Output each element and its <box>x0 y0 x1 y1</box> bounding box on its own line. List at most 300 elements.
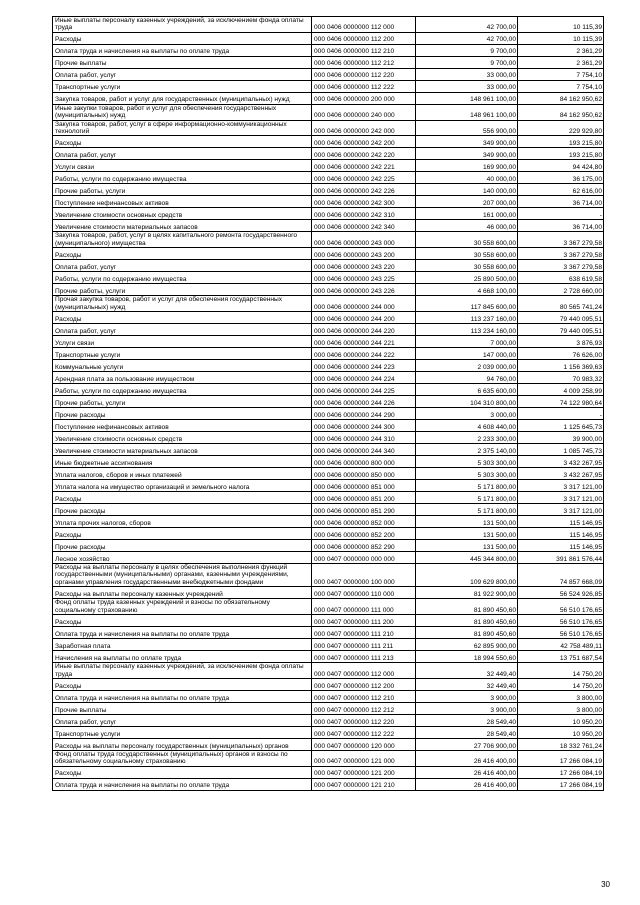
row-plan-cell: 4 668 100,00 <box>416 284 518 296</box>
row-plan-cell: 81 890 450,60 <box>416 615 518 627</box>
row-plan-cell: 28 549,40 <box>416 726 518 738</box>
row-plan-cell: 32 449,40 <box>416 663 518 679</box>
row-name-cell: Оплата работ, услуг <box>53 260 312 272</box>
table-row <box>53 540 604 552</box>
row-fact-cell: 56 524 926,85 <box>518 587 604 599</box>
table-row <box>53 272 604 284</box>
row-code-cell: 000 0406 0000000 244 224 <box>312 372 416 384</box>
row-fact-cell: 84 162 950,62 <box>518 92 604 104</box>
row-name-cell: Расходы <box>53 766 312 778</box>
row-name-cell: Расходы <box>53 136 312 148</box>
row-fact-cell: 36 175,00 <box>518 172 604 184</box>
row-code-cell: 000 0406 0000000 242 225 <box>312 172 416 184</box>
row-name-cell: Уплата прочих налогов, сборов <box>53 516 312 528</box>
row-fact-cell: 115 146,95 <box>518 528 604 540</box>
row-fact-cell: 4 009 258,99 <box>518 384 604 396</box>
row-fact-cell: 3 800,00 <box>518 702 604 714</box>
row-plan-cell: 5 303 300,00 <box>416 468 518 480</box>
row-plan-cell: 30 558 600,00 <box>416 232 518 248</box>
row-fact-cell: 74 857 668,09 <box>518 564 604 587</box>
row-plan-cell: 148 961 100,00 <box>416 104 518 120</box>
row-plan-cell: 445 344 800,00 <box>416 552 518 564</box>
row-plan-cell: 5 303 300,00 <box>416 456 518 468</box>
row-fact-cell: 391 861 576,44 <box>518 552 604 564</box>
row-fact-cell: 3 432 267,95 <box>518 468 604 480</box>
table-row <box>53 372 604 384</box>
row-name-cell: Расходы на выплаты персоналу в целях обеспечения выполнения функций государственными (муниципальными) органами, казенными учреждениями, органами управления государственными внебюджетными фондами <box>53 564 312 587</box>
row-code-cell: 000 0407 0000000 112 200 <box>312 678 416 690</box>
row-fact-cell: 3 876,93 <box>518 336 604 348</box>
row-plan-cell: 7 000,00 <box>416 336 518 348</box>
table-row <box>53 260 604 272</box>
row-plan-cell: 104 310 800,00 <box>416 396 518 408</box>
row-fact-cell: 62 616,00 <box>518 184 604 196</box>
row-code-cell: 000 0406 0000000 244 225 <box>312 384 416 396</box>
row-fact-cell: 2 728 660,00 <box>518 284 604 296</box>
row-name-cell: Увеличение стоимости материальных запасов <box>53 444 312 456</box>
row-fact-cell: 42 758 489,11 <box>518 639 604 651</box>
table-row <box>53 492 604 504</box>
row-name-cell: Расходы <box>53 678 312 690</box>
row-name-cell: Фонд оплаты труда казенных учреждений и взносы по обязательному социальному страхованию <box>53 599 312 615</box>
row-code-cell: 000 0407 0000000 100 000 <box>312 564 416 587</box>
row-plan-cell: 81 890 450,60 <box>416 627 518 639</box>
row-plan-cell: 3 900,00 <box>416 690 518 702</box>
table-row <box>53 104 604 120</box>
row-fact-cell: 39 900,00 <box>518 432 604 444</box>
table-row <box>53 615 604 627</box>
row-fact-cell: 10 950,20 <box>518 714 604 726</box>
table-row <box>53 528 604 540</box>
table-row <box>53 32 604 44</box>
row-code-cell: 000 0407 0000000 111 200 <box>312 615 416 627</box>
row-plan-cell: 33 000,00 <box>416 80 518 92</box>
row-fact-cell: 3 317 121,00 <box>518 504 604 516</box>
row-fact-cell: 79 440 095,51 <box>518 312 604 324</box>
row-code-cell: 000 0406 0000000 852 000 <box>312 516 416 528</box>
table-row <box>53 208 604 220</box>
row-plan-cell: 5 171 800,00 <box>416 480 518 492</box>
row-name-cell: Арендная плата за пользование имуществом <box>53 372 312 384</box>
row-code-cell: 000 0406 0000000 243 200 <box>312 248 416 260</box>
row-fact-cell: 7 754,10 <box>518 80 604 92</box>
row-code-cell: 000 0406 0000000 244 223 <box>312 360 416 372</box>
row-plan-cell: 6 635 600,00 <box>416 384 518 396</box>
row-plan-cell: 5 171 800,00 <box>416 492 518 504</box>
row-name-cell: Коммунальные услуги <box>53 360 312 372</box>
table-row <box>53 766 604 778</box>
row-code-cell: 000 0407 0000000 110 000 <box>312 587 416 599</box>
row-name-cell: Заработная плата <box>53 639 312 651</box>
row-fact-cell: 3 367 279,58 <box>518 232 604 248</box>
row-code-cell: 000 0406 0000000 243 000 <box>312 232 416 248</box>
row-code-cell: 000 0406 0000000 244 221 <box>312 336 416 348</box>
budget-table <box>52 16 604 791</box>
row-name-cell: Работы, услуги по содержанию имущества <box>53 172 312 184</box>
row-plan-cell: 42 700,00 <box>416 17 518 33</box>
row-plan-cell: 62 895 900,00 <box>416 639 518 651</box>
row-code-cell: 000 0407 0000000 121 000 <box>312 750 416 766</box>
row-fact-cell: 2 361,29 <box>518 56 604 68</box>
row-plan-cell: 148 961 100,00 <box>416 92 518 104</box>
row-plan-cell: 147 000,00 <box>416 348 518 360</box>
row-code-cell: 000 0406 0000000 200 000 <box>312 92 416 104</box>
row-plan-cell: 18 994 550,60 <box>416 651 518 663</box>
row-code-cell: 000 0406 0000000 850 000 <box>312 468 416 480</box>
table-row <box>53 444 604 456</box>
row-name-cell: Закупка товаров, работ, услуг в сфере информационно-коммуникационных технологий <box>53 120 312 136</box>
row-code-cell: 000 0406 0000000 851 200 <box>312 492 416 504</box>
row-plan-cell: 131 500,00 <box>416 540 518 552</box>
table-row <box>53 248 604 260</box>
row-plan-cell: 5 171 800,00 <box>416 504 518 516</box>
table-row <box>53 678 604 690</box>
row-fact-cell: 2 361,29 <box>518 44 604 56</box>
row-plan-cell: 26 416 400,00 <box>416 778 518 790</box>
row-fact-cell: 94 424,80 <box>518 160 604 172</box>
row-plan-cell: 81 890 450,60 <box>416 599 518 615</box>
row-code-cell: 000 0407 0000000 112 000 <box>312 663 416 679</box>
row-name-cell: Оплата труда и начисления на выплаты по оплате труда <box>53 627 312 639</box>
row-fact-cell: 10 950,20 <box>518 726 604 738</box>
row-code-cell: 000 0407 0000000 111 211 <box>312 639 416 651</box>
table-row <box>53 504 604 516</box>
row-fact-cell: 3 800,00 <box>518 690 604 702</box>
row-plan-cell: 349 900,00 <box>416 148 518 160</box>
table-row <box>53 651 604 663</box>
row-plan-cell: 26 416 400,00 <box>416 766 518 778</box>
table-row <box>53 348 604 360</box>
row-plan-cell: 113 234 160,00 <box>416 324 518 336</box>
table-row <box>53 324 604 336</box>
row-name-cell: Фонд оплаты труда государственных (муниципальных) органов и взносы по обязательному социальному страхованию <box>53 750 312 766</box>
row-code-cell: 000 0406 0000000 244 340 <box>312 444 416 456</box>
row-plan-cell: 42 700,00 <box>416 32 518 44</box>
table-row <box>53 639 604 651</box>
row-name-cell: Оплата работ, услуг <box>53 68 312 80</box>
row-code-cell: 000 0406 0000000 242 000 <box>312 120 416 136</box>
table-row <box>53 184 604 196</box>
row-plan-cell: 2 375 140,00 <box>416 444 518 456</box>
row-name-cell: Транспортные услуги <box>53 80 312 92</box>
row-fact-cell: 1 085 745,73 <box>518 444 604 456</box>
table-row <box>53 232 604 248</box>
table-row <box>53 714 604 726</box>
row-code-cell: 000 0407 0000000 111 213 <box>312 651 416 663</box>
row-fact-cell: 56 510 176,65 <box>518 627 604 639</box>
row-code-cell: 000 0407 0000000 120 000 <box>312 738 416 750</box>
row-fact-cell: 3 367 279,58 <box>518 260 604 272</box>
row-plan-cell: 3 900,00 <box>416 702 518 714</box>
row-name-cell: Услуги связи <box>53 336 312 348</box>
row-code-cell: 000 0406 0000000 112 212 <box>312 56 416 68</box>
budget-table-body <box>53 17 604 791</box>
row-name-cell: Расходы <box>53 312 312 324</box>
row-name-cell: Прочие работы, услуги <box>53 284 312 296</box>
row-fact-cell: - <box>518 408 604 420</box>
row-code-cell: 000 0407 0000000 112 212 <box>312 702 416 714</box>
row-name-cell: Поступление нефинансовых активов <box>53 420 312 432</box>
row-code-cell: 000 0406 0000000 243 220 <box>312 260 416 272</box>
page-number: 30 <box>601 880 610 889</box>
row-name-cell: Расходы <box>53 248 312 260</box>
row-fact-cell: 36 714,00 <box>518 196 604 208</box>
row-name-cell: Иные закупки товаров, работ и услуг для обеспечения государственных (муниципальных) нужд <box>53 104 312 120</box>
table-row <box>53 284 604 296</box>
table-row <box>53 68 604 80</box>
row-code-cell: 000 0406 0000000 242 221 <box>312 160 416 172</box>
row-plan-cell: 46 000,00 <box>416 220 518 232</box>
table-row <box>53 220 604 232</box>
row-plan-cell: 169 900,00 <box>416 160 518 172</box>
row-fact-cell: 17 266 084,19 <box>518 778 604 790</box>
row-plan-cell: 4 608 440,00 <box>416 420 518 432</box>
table-row <box>53 396 604 408</box>
row-code-cell: 000 0406 0000000 112 220 <box>312 68 416 80</box>
row-plan-cell: 81 922 900,00 <box>416 587 518 599</box>
row-plan-cell: 349 900,00 <box>416 136 518 148</box>
row-plan-cell: 94 760,00 <box>416 372 518 384</box>
row-code-cell: 000 0407 0000000 121 210 <box>312 778 416 790</box>
table-row <box>53 384 604 396</box>
row-plan-cell: 140 000,00 <box>416 184 518 196</box>
row-plan-cell: 109 629 800,00 <box>416 564 518 587</box>
row-code-cell: 000 0406 0000000 244 310 <box>312 432 416 444</box>
table-row <box>53 120 604 136</box>
row-name-cell: Прочая закупка товаров, работ и услуг для обеспечения государственных (муниципальных) нужд <box>53 296 312 312</box>
row-code-cell: 000 0406 0000000 244 000 <box>312 296 416 312</box>
row-code-cell: 000 0406 0000000 112 210 <box>312 44 416 56</box>
row-fact-cell: 193 215,80 <box>518 136 604 148</box>
row-fact-cell: 10 115,39 <box>518 17 604 33</box>
row-name-cell: Поступление нефинансовых активов <box>53 196 312 208</box>
row-name-cell: Иные бюджетные ассигнования <box>53 456 312 468</box>
table-row <box>53 92 604 104</box>
row-plan-cell: 33 000,00 <box>416 68 518 80</box>
row-name-cell: Прочие расходы <box>53 408 312 420</box>
table-row <box>53 627 604 639</box>
row-plan-cell: 161 000,00 <box>416 208 518 220</box>
row-code-cell: 000 0406 0000000 851 000 <box>312 480 416 492</box>
row-plan-cell: 207 000,00 <box>416 196 518 208</box>
row-fact-cell: 79 440 095,51 <box>518 324 604 336</box>
row-fact-cell: 115 146,95 <box>518 540 604 552</box>
row-name-cell: Расходы на выплаты персоналу государственных (муниципальных) органов <box>53 738 312 750</box>
row-code-cell: 000 0406 0000000 244 290 <box>312 408 416 420</box>
row-fact-cell: 638 619,58 <box>518 272 604 284</box>
table-row <box>53 456 604 468</box>
table-row <box>53 702 604 714</box>
row-code-cell: 000 0406 0000000 242 220 <box>312 148 416 160</box>
table-row <box>53 738 604 750</box>
row-code-cell: 000 0406 0000000 242 226 <box>312 184 416 196</box>
row-name-cell: Закупка товаров, работ, услуг в целях капитального ремонта государственного (муниципального) имущества <box>53 232 312 248</box>
row-fact-cell: 36 714,00 <box>518 220 604 232</box>
row-fact-cell: 115 146,95 <box>518 516 604 528</box>
row-name-cell: Прочие работы, услуги <box>53 184 312 196</box>
row-name-cell: Услуги связи <box>53 160 312 172</box>
row-name-cell: Оплата работ, услуг <box>53 714 312 726</box>
row-fact-cell: 1 156 369,63 <box>518 360 604 372</box>
row-name-cell: Расходы <box>53 528 312 540</box>
row-fact-cell: 193 215,80 <box>518 148 604 160</box>
row-code-cell: 000 0406 0000000 852 200 <box>312 528 416 540</box>
row-code-cell: 000 0406 0000000 242 200 <box>312 136 416 148</box>
row-code-cell: 000 0406 0000000 244 226 <box>312 396 416 408</box>
row-name-cell: Прочие выплаты <box>53 702 312 714</box>
row-name-cell: Работы, услуги по содержанию имущества <box>53 384 312 396</box>
row-code-cell: 000 0407 0000000 112 222 <box>312 726 416 738</box>
row-code-cell: 000 0406 0000000 851 290 <box>312 504 416 516</box>
row-plan-cell: 30 558 600,00 <box>416 248 518 260</box>
table-row <box>53 778 604 790</box>
table-row <box>53 552 604 564</box>
row-plan-cell: 27 706 900,00 <box>416 738 518 750</box>
row-name-cell: Оплата работ, услуг <box>53 148 312 160</box>
row-plan-cell: 117 845 600,00 <box>416 296 518 312</box>
row-code-cell: 000 0406 0000000 244 220 <box>312 324 416 336</box>
table-row <box>53 160 604 172</box>
row-fact-cell: 14 750,20 <box>518 663 604 679</box>
row-code-cell: 000 0407 0000000 112 220 <box>312 714 416 726</box>
row-name-cell: Оплата работ, услуг <box>53 324 312 336</box>
row-code-cell: 000 0406 0000000 242 300 <box>312 196 416 208</box>
row-name-cell: Расходы <box>53 492 312 504</box>
row-code-cell: 000 0407 0000000 111 000 <box>312 599 416 615</box>
row-fact-cell: 3 367 279,58 <box>518 248 604 260</box>
table-row <box>53 44 604 56</box>
row-code-cell: 000 0406 0000000 242 340 <box>312 220 416 232</box>
row-code-cell: 000 0406 0000000 112 200 <box>312 32 416 44</box>
row-name-cell: Уплата налога на имущество организаций и земельного налога <box>53 480 312 492</box>
row-code-cell: 000 0406 0000000 852 290 <box>312 540 416 552</box>
table-row <box>53 136 604 148</box>
row-plan-cell: 131 500,00 <box>416 516 518 528</box>
row-fact-cell: 7 754,10 <box>518 68 604 80</box>
row-plan-cell: 3 000,00 <box>416 408 518 420</box>
row-name-cell: Начисления на выплаты по оплате труда <box>53 651 312 663</box>
table-row <box>53 587 604 599</box>
row-code-cell: 000 0406 0000000 243 226 <box>312 284 416 296</box>
row-fact-cell: 74 122 980,64 <box>518 396 604 408</box>
row-fact-cell: 56 510 176,65 <box>518 599 604 615</box>
row-name-cell: Оплата труда и начисления на выплаты по оплате труда <box>53 44 312 56</box>
row-fact-cell: 17 266 084,19 <box>518 766 604 778</box>
table-row <box>53 432 604 444</box>
row-plan-cell: 556 900,00 <box>416 120 518 136</box>
row-plan-cell: 9 700,00 <box>416 56 518 68</box>
row-code-cell: 000 0406 0000000 243 225 <box>312 272 416 284</box>
row-name-cell: Увеличение стоимости основных средств <box>53 208 312 220</box>
row-fact-cell: 229 929,80 <box>518 120 604 136</box>
table-row <box>53 312 604 324</box>
row-fact-cell: 1 125 645,73 <box>518 420 604 432</box>
table-row <box>53 599 604 615</box>
row-fact-cell: 3 432 267,95 <box>518 456 604 468</box>
row-name-cell: Оплата труда и начисления на выплаты по оплате труда <box>53 778 312 790</box>
row-name-cell: Иные выплаты персоналу казенных учреждений, за исключением фонда оплаты труда <box>53 663 312 679</box>
row-plan-cell: 2 233 300,00 <box>416 432 518 444</box>
row-plan-cell: 113 237 160,00 <box>416 312 518 324</box>
row-name-cell: Расходы на выплаты персоналу казенных учреждений <box>53 587 312 599</box>
row-plan-cell: 30 558 600,00 <box>416 260 518 272</box>
row-code-cell: 000 0407 0000000 121 200 <box>312 766 416 778</box>
row-code-cell: 000 0407 0000000 000 000 <box>312 552 416 564</box>
row-plan-cell: 9 700,00 <box>416 44 518 56</box>
row-plan-cell: 25 890 500,00 <box>416 272 518 284</box>
row-name-cell: Расходы <box>53 32 312 44</box>
table-row <box>53 56 604 68</box>
table-row <box>53 80 604 92</box>
row-fact-cell: 18 332 761,24 <box>518 738 604 750</box>
row-fact-cell: 80 565 741,24 <box>518 296 604 312</box>
row-code-cell: 000 0406 0000000 112 000 <box>312 17 416 33</box>
row-name-cell: Прочие расходы <box>53 540 312 552</box>
row-fact-cell: 70 983,32 <box>518 372 604 384</box>
row-fact-cell: 3 317 121,00 <box>518 480 604 492</box>
row-code-cell: 000 0406 0000000 112 222 <box>312 80 416 92</box>
table-row <box>53 420 604 432</box>
row-plan-cell: 40 000,00 <box>416 172 518 184</box>
row-name-cell: Увеличение стоимости основных средств <box>53 432 312 444</box>
row-name-cell: Иные выплаты персоналу казенных учреждений, за исключением фонда оплаты труда <box>53 17 312 33</box>
row-code-cell: 000 0406 0000000 244 222 <box>312 348 416 360</box>
row-name-cell: Транспортные услуги <box>53 726 312 738</box>
row-fact-cell: 13 751 687,54 <box>518 651 604 663</box>
row-plan-cell: 2 039 000,00 <box>416 360 518 372</box>
table-row <box>53 663 604 679</box>
table-row <box>53 172 604 184</box>
row-name-cell: Работы, услуги по содержанию имущества <box>53 272 312 284</box>
row-name-cell: Закупка товаров, работ и услуг для государственных (муниципальных) нужд <box>53 92 312 104</box>
row-plan-cell: 28 549,40 <box>416 714 518 726</box>
row-plan-cell: 32 449,40 <box>416 678 518 690</box>
row-fact-cell: 10 115,39 <box>518 32 604 44</box>
row-name-cell: Оплата труда и начисления на выплаты по оплате труда <box>53 690 312 702</box>
table-row <box>53 468 604 480</box>
table-row <box>53 196 604 208</box>
row-fact-cell: - <box>518 208 604 220</box>
table-row <box>53 750 604 766</box>
row-code-cell: 000 0407 0000000 112 210 <box>312 690 416 702</box>
table-row <box>53 336 604 348</box>
table-row <box>53 17 604 33</box>
table-row <box>53 516 604 528</box>
row-fact-cell: 76 626,00 <box>518 348 604 360</box>
row-code-cell: 000 0406 0000000 242 310 <box>312 208 416 220</box>
row-fact-cell: 17 266 084,19 <box>518 750 604 766</box>
table-row <box>53 296 604 312</box>
row-name-cell: Прочие расходы <box>53 504 312 516</box>
row-name-cell: Увеличение стоимости материальных запасов <box>53 220 312 232</box>
table-row <box>53 360 604 372</box>
row-name-cell: Лесное хозяйство <box>53 552 312 564</box>
row-code-cell: 000 0406 0000000 244 300 <box>312 420 416 432</box>
table-row <box>53 690 604 702</box>
row-fact-cell: 56 510 176,65 <box>518 615 604 627</box>
row-name-cell: Прочие работы, услуги <box>53 396 312 408</box>
row-plan-cell: 131 500,00 <box>416 528 518 540</box>
row-fact-cell: 84 162 950,62 <box>518 104 604 120</box>
row-code-cell: 000 0406 0000000 244 200 <box>312 312 416 324</box>
row-fact-cell: 14 750,20 <box>518 678 604 690</box>
row-name-cell: Уплата налогов, сборов и иных платежей <box>53 468 312 480</box>
row-code-cell: 000 0407 0000000 111 210 <box>312 627 416 639</box>
row-plan-cell: 26 416 400,00 <box>416 750 518 766</box>
table-row <box>53 148 604 160</box>
table-row <box>53 726 604 738</box>
table-row <box>53 480 604 492</box>
